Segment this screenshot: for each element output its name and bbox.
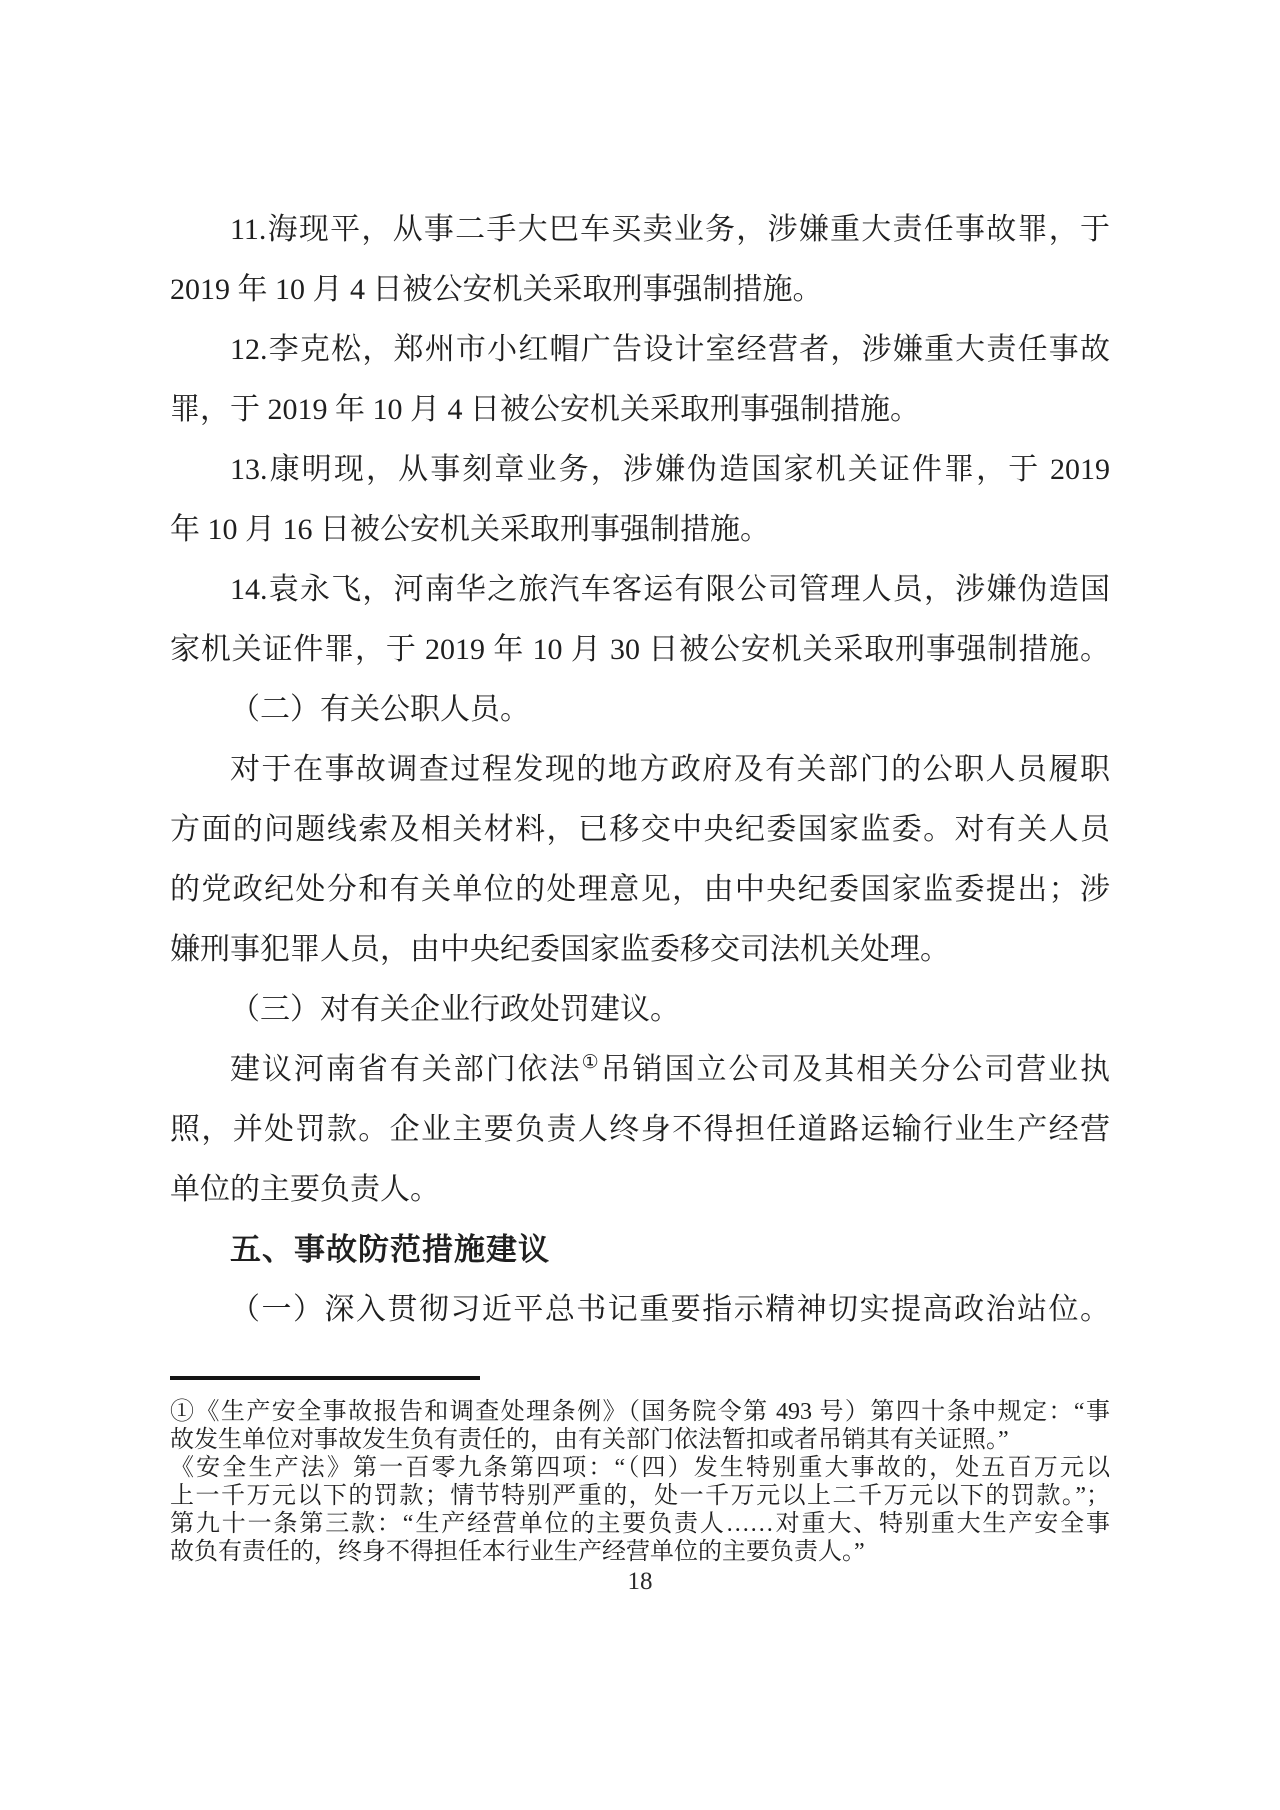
footnote-line: 故负有责任的，终身不得担任本行业生产经营单位的主要负责人。” xyxy=(170,1539,865,1565)
paragraph-line: 嫌刑事犯罪人员，由中央纪委国家监委移交司法机关处理。 xyxy=(170,933,950,966)
paragraph-line-with-footnote-ref xyxy=(170,1040,1110,1100)
footnote-line: 故发生单位对事故发生负有责任的，由有关部门依法暂扣或者吊销其有关证照。” xyxy=(170,1427,1009,1453)
paragraph-line: 对于在事故调查过程发现的地方政府及有关部门的公职人员履职 xyxy=(230,753,1110,786)
paragraph-line: 的党政纪处分和有关单位的处理意见，由中央纪委国家监委提出；涉 xyxy=(170,873,1110,906)
list-item-13-line2: 年 10 月 16 日被公安机关采取刑事强制措施。 xyxy=(170,513,770,546)
paragraph-line: 方面的问题线索及相关材料，已移交中央纪委国家监委。对有关人员 xyxy=(170,813,1110,846)
body-text-block xyxy=(170,200,1110,1340)
subsection-heading-2: （二）有关公职人员。 xyxy=(230,693,530,726)
paragraph-text: 吊销国立公司及其相关分公司营业执 xyxy=(600,1053,1110,1086)
page-number: 18 xyxy=(627,1568,653,1595)
footnote-block xyxy=(170,1398,1110,1566)
footnote-line: 《安全生产法》第一百零九条第四项：“（四）发生特别重大事故的，处五百万元以 xyxy=(170,1455,1110,1481)
paragraph-line: 单位的主要负责人。 xyxy=(170,1173,440,1206)
subsection-heading-1: （一）深入贯彻习近平总书记重要指示精神切实提高政治站位。 xyxy=(230,1293,1110,1326)
list-item-11-line1: 11.海现平，从事二手大巴车买卖业务，涉嫌重大责任事故罪，于 xyxy=(230,213,1110,246)
list-item-11-line2: 2019 年 10 月 4 日被公安机关采取刑事强制措施。 xyxy=(170,273,823,306)
list-item-14-line1: 14.袁永飞，河南华之旅汽车客运有限公司管理人员，涉嫌伪造国 xyxy=(230,573,1110,606)
footnote-ref-marker: ① xyxy=(581,1052,601,1073)
paragraph-line: 照，并处罚款。企业主要负责人终身不得担任道路运输行业生产经营 xyxy=(170,1113,1110,1146)
paragraph-text: 建议河南省有关部门依法 xyxy=(230,1053,582,1086)
footnote-line: 上一千万元以下的罚款；情节特别严重的，处一千万元以上二千万元以下的罚款。”； xyxy=(170,1483,1110,1509)
section-heading-5: 五、事故防范措施建议 xyxy=(230,1232,550,1267)
footnote-line: ①《生产安全事故报告和调查处理条例》（国务院令第 493 号）第四十条中规定：“事 xyxy=(170,1399,1110,1425)
footnote-divider xyxy=(170,1376,480,1380)
list-item-12-line2: 罪，于 2019 年 10 月 4 日被公安机关采取刑事强制措施。 xyxy=(170,393,920,426)
subsection-heading-3: （三）对有关企业行政处罚建议。 xyxy=(230,993,680,1026)
list-item-12-line1: 12.李克松，郑州市小红帽广告设计室经营者，涉嫌重大责任事故 xyxy=(230,333,1110,366)
list-item-14-line2: 家机关证件罪，于 2019 年 10 月 30 日被公安机关采取刑事强制措施。 xyxy=(170,633,1110,666)
list-item-13-line1: 13.康明现，从事刻章业务，涉嫌伪造国家机关证件罪，于 2019 xyxy=(230,453,1110,486)
footnote-line: 第九十一条第三款：“生产经营单位的主要负责人……对重大、特别重大生产安全事 xyxy=(170,1511,1110,1537)
